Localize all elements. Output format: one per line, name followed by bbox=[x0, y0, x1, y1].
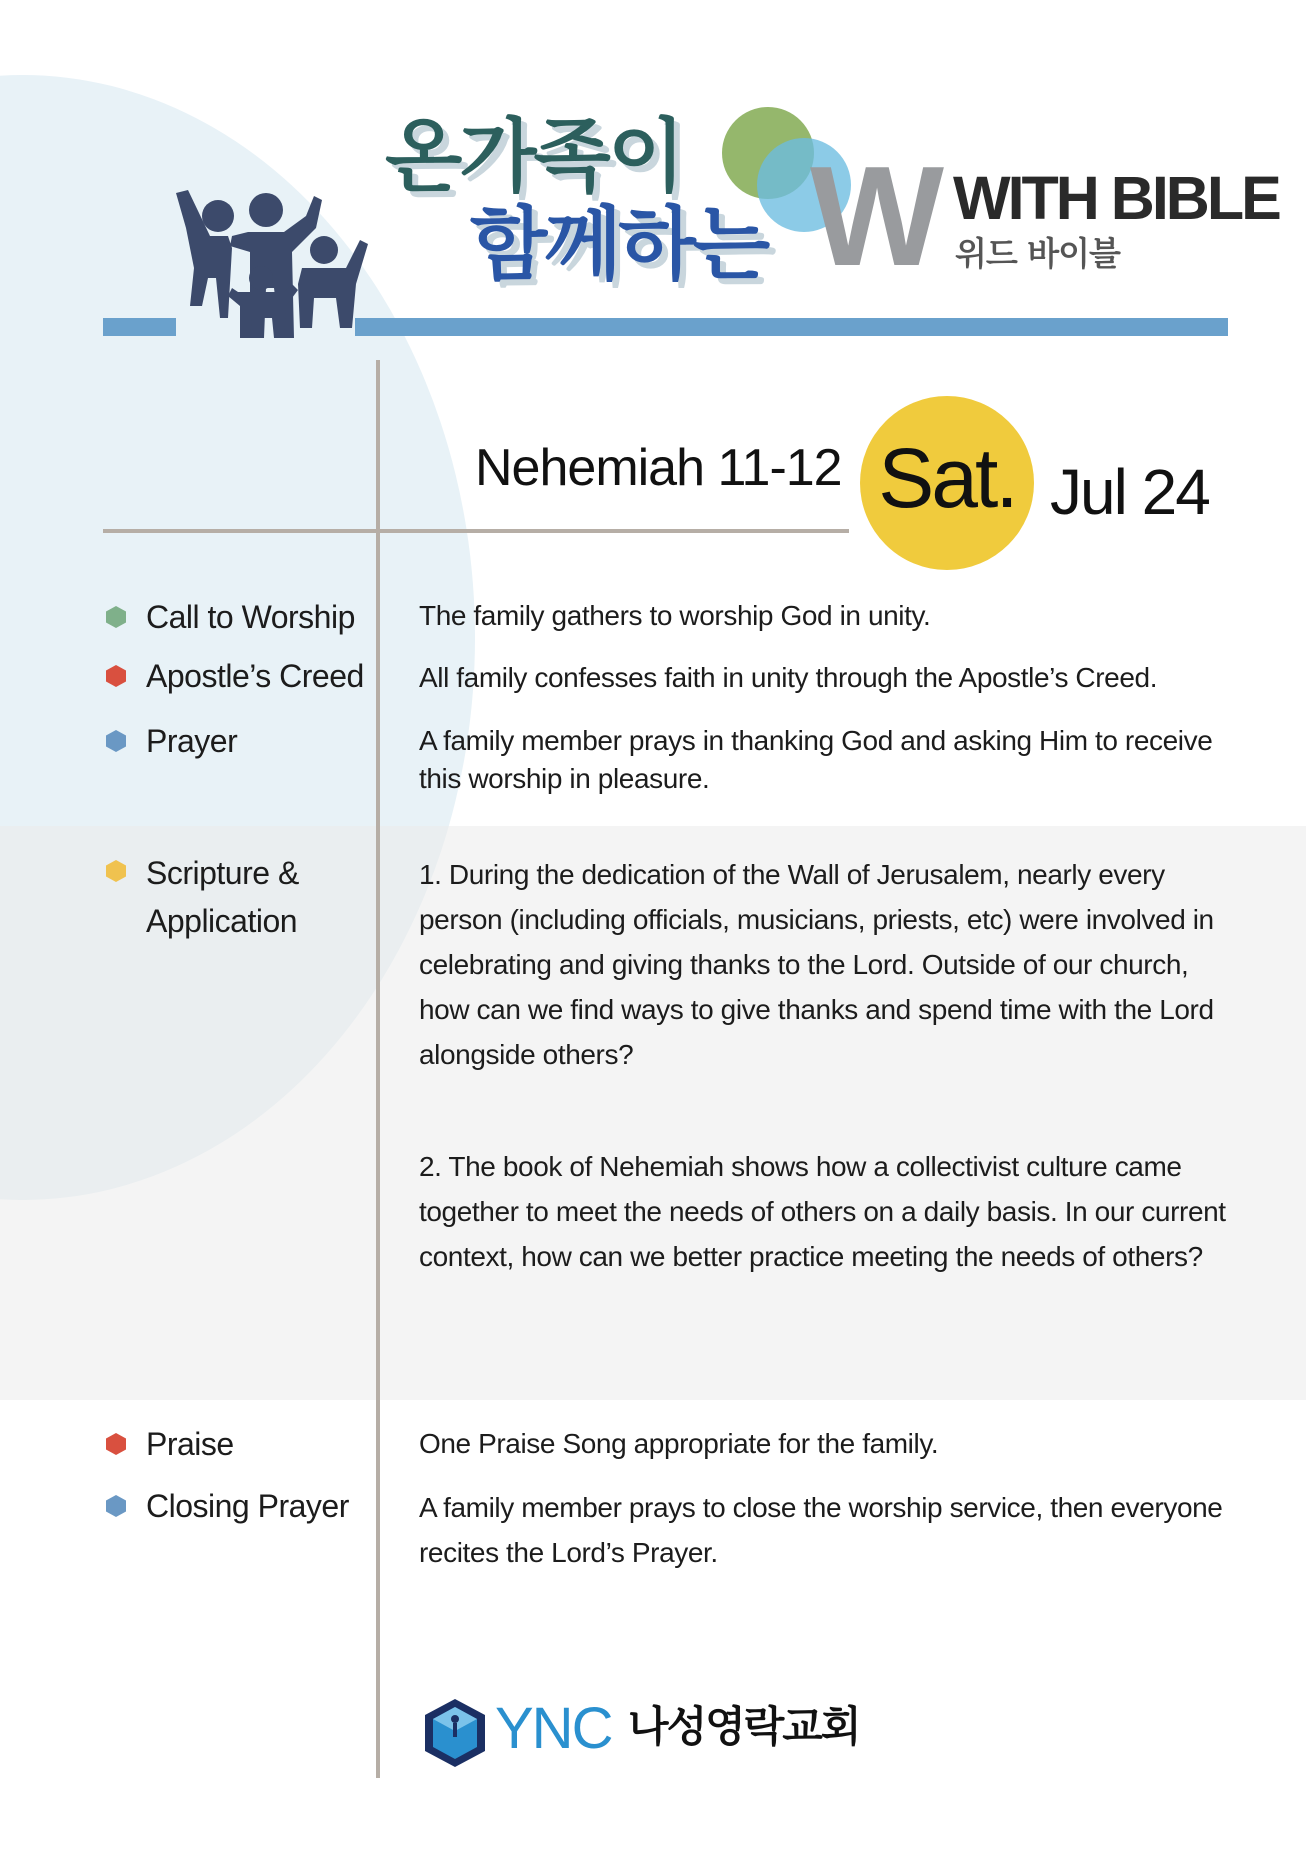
passage-underline bbox=[103, 529, 849, 533]
date-label: Jul 24 bbox=[1050, 456, 1209, 528]
yellow-hexagon-icon bbox=[104, 859, 128, 883]
desc-praise: One Praise Song appropriate for the family. bbox=[419, 1428, 939, 1459]
scripture-passage: Nehemiah 11-12 bbox=[475, 439, 842, 497]
label-scripture-application bbox=[146, 849, 299, 945]
header-bar-right bbox=[355, 318, 1228, 336]
blue-hexagon-icon bbox=[104, 729, 128, 753]
label-closing-prayer: Closing Prayer bbox=[146, 1488, 349, 1524]
brand-name: WITH BIBLE bbox=[953, 164, 1279, 232]
church-logo-icon bbox=[423, 1697, 487, 1769]
vertical-divider bbox=[376, 360, 380, 1778]
church-logo-text: YNC bbox=[495, 1696, 612, 1761]
label-call-to-worship: Call to Worship bbox=[146, 599, 355, 635]
brand-letter: W bbox=[810, 137, 939, 296]
red-hexagon-icon bbox=[104, 664, 128, 688]
label-prayer: Prayer bbox=[146, 723, 238, 759]
blue-hexagon-icon bbox=[104, 1494, 128, 1518]
label-apostles-creed: Apostle’s Creed bbox=[146, 658, 364, 694]
title-line1: 온가족이 bbox=[385, 110, 683, 203]
red-hexagon-icon bbox=[104, 1432, 128, 1456]
label-praise: Praise bbox=[146, 1426, 234, 1462]
desc-closing-prayer: A family member prays to close the worship service, then everyone recites the Lord’s Prayer. bbox=[419, 1492, 1223, 1568]
green-hexagon-icon bbox=[104, 605, 128, 629]
brand-name-kr: 위드 바이블 bbox=[955, 234, 1120, 273]
scripture-question-1: 1. During the dedication of the Wall of Jerusalem, nearly every person (including officials, musicians, priests, etc) were involved in celebrating and giving thanks to the Lord. Outside of our church, how can we find ways to give thanks and spend time with the Lord alongside others? bbox=[419, 859, 1214, 1070]
day-label: Sat. bbox=[878, 431, 1016, 525]
title-line2: 함께하는 bbox=[470, 198, 768, 291]
label-scripture-line1: Scripture & bbox=[146, 855, 299, 891]
desc-apostles-creed: All family confesses faith in unity through the Apostle’s Creed. bbox=[419, 662, 1158, 693]
label-scripture-line2: Application bbox=[146, 903, 298, 939]
church-name-kr: 나성영락교회 bbox=[628, 1702, 860, 1751]
scripture-question-2: 2. The book of Nehemiah shows how a collectivist culture came together to meet the needs of others on a daily basis. In our current context, how can we better practice meeting the needs of others? bbox=[419, 1151, 1226, 1272]
desc-prayer: A family member prays in thanking God and asking Him to receive this worship in pleasure. bbox=[419, 725, 1213, 794]
desc-call-to-worship: The family gathers to worship God in unity. bbox=[419, 600, 931, 631]
family-icon bbox=[166, 188, 376, 398]
